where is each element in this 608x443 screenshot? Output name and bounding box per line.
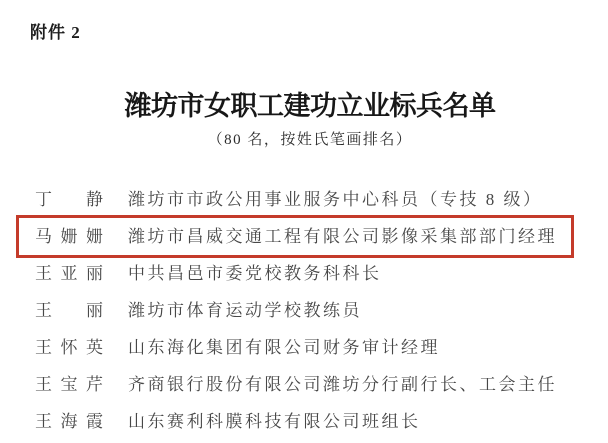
list-item: [35, 179, 600, 216]
page-subtitle: （80 名，按姓氏笔画排名）: [207, 132, 413, 148]
person-position: 山东赛利科膜科技有限公司班组长: [128, 412, 421, 431]
person-position: 中共昌邑市委党校教务科科长: [128, 264, 382, 283]
person-position: 齐商银行股份有限公司潍坊分行副行长、工会主任: [128, 375, 557, 394]
list-item: [35, 253, 600, 290]
person-name: 王宝芹: [35, 375, 103, 394]
person-name: 王海霞: [35, 412, 103, 431]
list-item: [35, 364, 600, 401]
person-position: 潍坊市昌威交通工程有限公司影像采集部部门经理: [128, 227, 557, 246]
person-name: 马姗姗: [35, 227, 103, 246]
list-item-highlighted: [35, 216, 600, 253]
list-item: [35, 327, 600, 364]
roster-list: [35, 179, 600, 438]
person-name: 王怀英: [35, 338, 103, 357]
person-position: 潍坊市市政公用事业服务中心科员（专技 8 级）: [128, 190, 543, 209]
attachment-label: 附件 2: [30, 23, 81, 42]
list-item: [35, 401, 600, 438]
person-position: 潍坊市体育运动学校教练员: [128, 301, 362, 320]
page-title: 潍坊市女职工建功立业标兵名单: [124, 91, 496, 121]
person-name: 王 丽: [35, 301, 103, 320]
person-position: 山东海化集团有限公司财务审计经理: [128, 338, 440, 357]
person-name: 王亚丽: [35, 264, 103, 283]
person-name: 丁 静: [35, 190, 103, 209]
list-item: [35, 290, 600, 327]
